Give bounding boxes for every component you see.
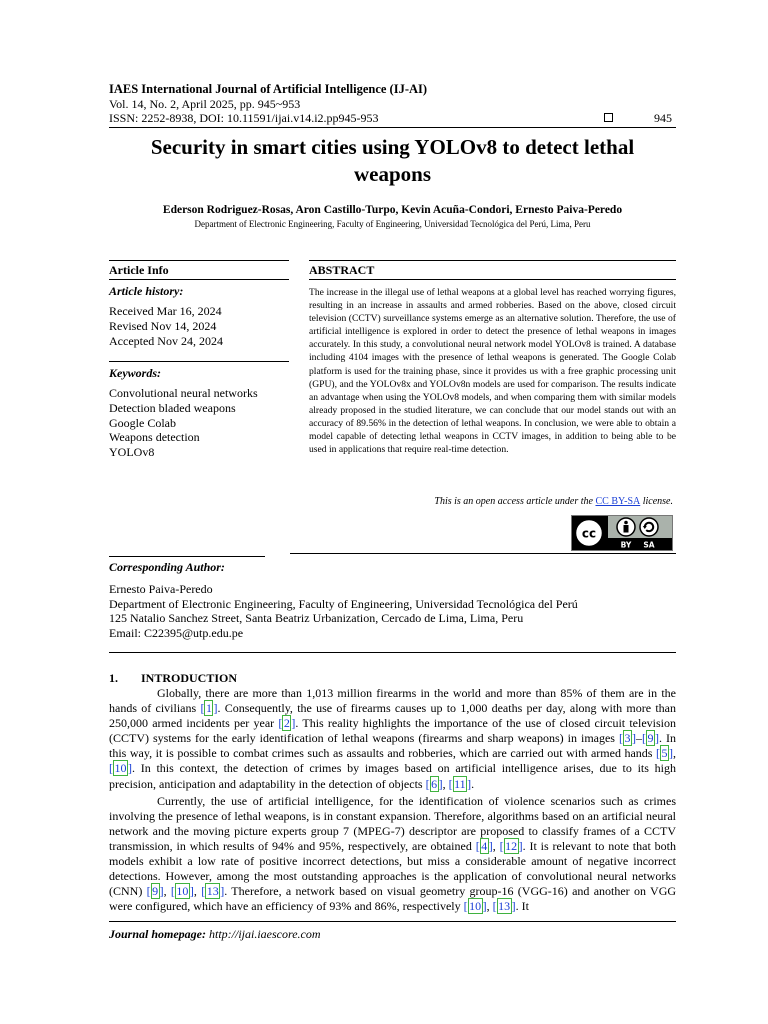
affiliation: Department of Electronic Engineering, Faculty of Engineering, Universidad Tecnológica del Perú, Lima, Peru bbox=[194, 219, 591, 229]
page-number: 945 bbox=[654, 111, 672, 125]
homepage-label: Journal homepage: bbox=[109, 927, 207, 941]
citation-link[interactable]: [ 10 ] bbox=[109, 760, 132, 776]
cc-badge-graphic bbox=[572, 516, 672, 550]
open-access-note bbox=[309, 496, 673, 507]
citation-link[interactable]: [ 10 ] bbox=[171, 883, 194, 899]
citation-link[interactable]: [ 13 ] bbox=[201, 883, 224, 899]
corresponding-heading: Corresponding Author: bbox=[109, 560, 225, 574]
by-label: BY bbox=[620, 540, 632, 550]
abstract-top-rule bbox=[309, 260, 676, 261]
citation-link[interactable]: [ 9 ] bbox=[642, 730, 659, 746]
intro-paragraph-1: Globally, there are more than 1,013 million firearms in the world and more than 85% of them are in the hands of civilians [ 1 ] . Consequently, the use of firearms causes up to 1,000 deaths per day, along with more than 250,000 armed incidents per year [ 2 ] . This reality highlights the importance of the use of closed circuit television (CCTV) systems for the early identification of lethal weapons (firearms and sharp weapons) in images [ 3 ] –[ 9 ] . In this way, it is possible to combat crimes such as assaults and robberies, which are carried out with armed hands [ 5 ] , [ 10 ] . In this context, the detection of crimes by images based on artificial intelligence arises, due to its high precision, anticipation and adaptability in the detection of objects [ 6 ] , [ 11 ] . bbox=[109, 686, 676, 792]
citation-link[interactable]: [ 2 ] bbox=[278, 715, 295, 731]
abstract-heading-rule bbox=[309, 279, 676, 280]
corresponding-email[interactable]: Email: C22395@utp.edu.pe bbox=[109, 626, 244, 640]
keyword-item: Convolutional neural networks bbox=[109, 386, 258, 400]
cc-icon-label: cc bbox=[581, 526, 597, 541]
footer-rule bbox=[109, 921, 676, 922]
citation-link[interactable]: [ 5 ] bbox=[656, 745, 673, 761]
header-rule bbox=[109, 127, 676, 128]
citation-link[interactable]: [ 11 ] bbox=[449, 776, 472, 792]
volume-info: Vol. 14, No. 2, April 2025, pp. 945~953 bbox=[109, 97, 301, 111]
abstract-text: The increase in the illegal use of lethal weapons at a global level has reached worrying figures, resulting in an increase in assaults and armed robberies. Based on the above, closed circuit television (CCTV) surveillance systems emerge as an alternative solution. Therefore, the use of artificial intelligence is explored in order to detect the presence of lethal weapons in images accurately. In this study, a convolutional neural network model YOLOv8 is trained. A database including 4104 images with the presence of lethal weapons is generated. The Google Colab platform is used for the training phase, since it provides us with a free graphic processing unit (GPU), and the YOLOv8x and YOLOv8n models are used for comparison. The results indicate an advantage when using the YOLOv8 models, and when comparing them with similar models already proposed in the studied literature, we can conclude that our model stands out with an accuracy of 89.56% in the detection of lethal weapons. In conclusion, we were able to obtain a model capable of detecting lethal weapons in CCTV images, in addition to being able to be used in applications that require real-time detection. bbox=[309, 287, 676, 456]
intro-body bbox=[109, 686, 676, 914]
keywords-heading: Keywords: bbox=[109, 366, 161, 380]
citation-link[interactable]: [ 1 ] bbox=[200, 700, 217, 716]
corresponding-rule bbox=[109, 556, 265, 557]
share-alike-icon bbox=[640, 518, 658, 536]
square-icon bbox=[604, 113, 613, 122]
open-access-suffix: license. bbox=[640, 496, 673, 507]
section-heading: INTRODUCTION bbox=[141, 671, 238, 685]
article-info-heading: Article Info bbox=[109, 263, 169, 277]
article-info-heading-rule bbox=[109, 279, 289, 280]
article-info-top-rule bbox=[109, 260, 289, 261]
keyword-item: Weapons detection bbox=[109, 430, 200, 444]
sa-label: SA bbox=[643, 540, 655, 550]
homepage-url[interactable]: http://ijai.iaescore.com bbox=[206, 927, 321, 941]
abstract-heading: ABSTRACT bbox=[309, 263, 375, 277]
citation-link[interactable]: [ 13 ] bbox=[493, 898, 516, 914]
accepted-date: Accepted Nov 24, 2024 bbox=[109, 334, 223, 348]
corresponding-address: 125 Natalio Sanchez Street, Santa Beatriz Urbanization, Cercado de Lima, Lima, Peru bbox=[109, 611, 524, 625]
abstract-bottom-rule bbox=[290, 553, 676, 554]
section-separator-rule bbox=[109, 652, 676, 653]
journal-homepage bbox=[109, 927, 321, 942]
cc-by-sa-link[interactable]: CC BY-SA bbox=[595, 496, 641, 507]
keyword-item: Google Colab bbox=[109, 416, 176, 430]
section-number: 1. bbox=[109, 671, 118, 685]
citation-link[interactable]: [ 6 ] bbox=[426, 776, 443, 792]
citation-link[interactable]: [ 12 ] bbox=[500, 838, 523, 854]
citation-link[interactable]: [ 3 ] bbox=[619, 730, 636, 746]
citation-link[interactable]: [ 9 ] bbox=[147, 883, 164, 899]
open-access-prefix: This is an open access article under the bbox=[434, 496, 596, 507]
journal-name: IAES International Journal of Artificial Intelligence (IJ-AI) bbox=[109, 82, 428, 96]
intro-paragraph-2: Currently, the use of artificial intelligence, for the identification of violence scenarios such as crimes involving the presence of lethal weapons, is in constant expansion. Therefore, algorithms based on an artificial neural network and the moving picture experts group 7 (MPEG-7) descriptor are proposed to classify frames of a CCTV transmission, in which results of 94% and 95%, respectively, are obtained [ 4 ] , [ 12 ] . It is relevant to note that both models exhibit a low rate of positive incorrect detections, but miss a considerable amount of negative incorrect detections. However, among the most outstanding approaches is the application of convolutional neural networks (CNN) [ 9 ] , [ 10 ] , [ 13 ] . Therefore, a network based on visual geometry group-16 (VGG-16) and another on VGG were configured, which have an efficiency of 93% and 86%, respectively [ 10 ] , [ 13 ] . It bbox=[109, 794, 676, 915]
keywords-rule bbox=[109, 361, 289, 362]
title-line-1: Security in smart cities using YOLOv8 to detect lethal bbox=[150, 135, 635, 159]
title-line-2: weapons bbox=[353, 162, 432, 186]
paper-title bbox=[109, 134, 676, 188]
issn-doi: ISSN: 2252-8938, DOI: 10.11591/ijai.v14.i2.pp945-953 bbox=[109, 111, 379, 125]
citation-link[interactable]: [ 4 ] bbox=[476, 838, 493, 854]
authors: Ederson Rodriguez-Rosas, Aron Castillo-Turpo, Kevin Acuña-Condori, Ernesto Paiva-Peredo bbox=[162, 204, 623, 216]
cc-license-badge[interactable] bbox=[571, 515, 673, 551]
citation-link[interactable]: [ 10 ] bbox=[464, 898, 487, 914]
corresponding-name: Ernesto Paiva-Peredo bbox=[109, 582, 213, 596]
revised-date: Revised Nov 14, 2024 bbox=[109, 319, 217, 333]
article-history-heading: Article history: bbox=[109, 284, 184, 298]
keyword-item: YOLOv8 bbox=[109, 445, 155, 459]
received-date: Received Mar 16, 2024 bbox=[109, 304, 222, 318]
keyword-item: Detection bladed weapons bbox=[109, 401, 236, 415]
corresponding-dept: Department of Electronic Engineering, Faculty of Engineering, Universidad Tecnológica del Perú bbox=[109, 597, 578, 611]
